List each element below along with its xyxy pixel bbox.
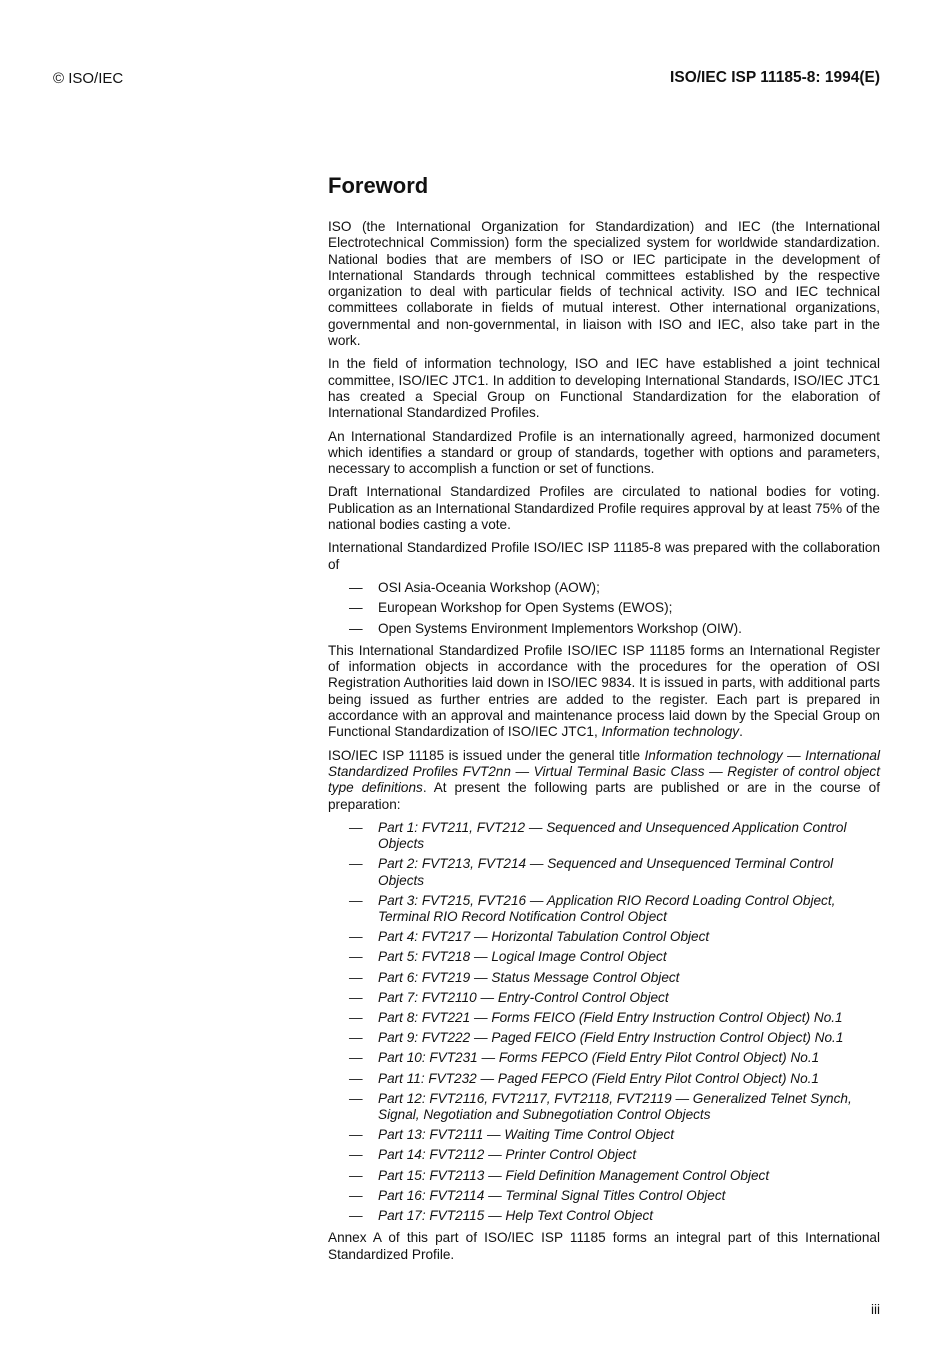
list-item: — Part 8: FVT221 — Forms FEICO (Field Entry Instruction Control Object) No.1 bbox=[328, 1010, 880, 1026]
parts-list bbox=[328, 820, 880, 1224]
paragraph-general-title-italic: Information technology — International Standardized Profiles FVT2nn — Virtual Terminal Basic Class — Register of control object type definitions bbox=[328, 747, 880, 796]
list-item: — Part 3: FVT215, FVT216 — Application RIO Record Loading Control Object, Terminal RIO Record Notification Control Object bbox=[328, 893, 880, 926]
list-item: — Part 17: FVT2115 — Help Text Control Object bbox=[328, 1208, 880, 1224]
list-item: — Part 7: FVT2110 — Entry-Control Control Object bbox=[328, 990, 880, 1006]
list-item: — Part 16: FVT2114 — Terminal Signal Titles Control Object bbox=[328, 1188, 880, 1204]
list-item: — Part 10: FVT231 — Forms FEPCO (Field Entry Pilot Control Object) No.1 bbox=[328, 1050, 880, 1066]
paragraph-register-end: . bbox=[739, 724, 743, 740]
list-item: — Part 11: FVT232 — Paged FEPCO (Field Entry Pilot Control Object) No.1 bbox=[328, 1071, 880, 1087]
list-item: — Part 15: FVT2113 — Field Definition Management Control Object bbox=[328, 1168, 880, 1184]
list-item: — Part 6: FVT219 — Status Message Control Object bbox=[328, 970, 880, 986]
list-item: — Part 12: FVT2116, FVT2117, FVT2118, FVT2119 — Generalized Telnet Synch, Signal, Negotiation and Subnegotiation Control Objects bbox=[328, 1091, 880, 1124]
page-number: iii bbox=[870, 1302, 880, 1317]
foreword-body bbox=[328, 219, 880, 1270]
list-item: — European Workshop for Open Systems (EWOS); bbox=[328, 600, 880, 616]
paragraph-voting: Draft International Standardized Profiles are circulated to national bodies for voting. Publication as an International Standardized Profile requires approval by at least 75% of the national bodies casting a vote. bbox=[328, 484, 880, 533]
paragraph-register bbox=[328, 643, 880, 741]
paragraph-general-title-start: ISO/IEC ISP 11185 is issued under the general title bbox=[328, 747, 641, 763]
list-item: — Part 4: FVT217 — Horizontal Tabulation Control Object bbox=[328, 929, 880, 945]
paragraph-isp-definition: An International Standardized Profile is an internationally agreed, harmonized document which identifies a standard or group of standards, together with options and parameters, necessary to accomplish a function or set of functions. bbox=[328, 428, 880, 477]
paragraph-register-italic: Information technology bbox=[601, 724, 740, 740]
list-item: — Open Systems Environment Implementors Workshop (OIW). bbox=[328, 621, 880, 637]
paragraph-general-title bbox=[328, 748, 880, 813]
list-item: — Part 13: FVT2111 — Waiting Time Control Object bbox=[328, 1127, 880, 1143]
list-item: — Part 9: FVT222 — Paged FEICO (Field Entry Instruction Control Object) No.1 bbox=[328, 1030, 880, 1046]
organization-list bbox=[328, 580, 880, 637]
paragraph-register-text: This International Standardized Profile ISO/IEC ISP 11185 forms an International Register of information objects in accordance with the procedures for the operation of OSI Registration Authorities laid down in ISO/IEC 9834. It is issued in parts, with additional parts being issued as further entries are added to the register. Each part is prepared in accordance with an approval and maintenance process laid down by the Special Group on Functional Standardization of ISO/IEC JTC1, bbox=[328, 642, 880, 740]
header-copyright: © ISO/IEC bbox=[53, 70, 124, 87]
paragraph-general-title-end: . At present the following parts are published or are in the course of preparation: bbox=[328, 780, 880, 812]
paragraph-jtc1: In the field of information technology, ISO and IEC have established a joint technical committee, ISO/IEC JTC1. In addition to developing International Standards, ISO/IEC JTC1 has created a Special Group on Functional Standardization for the elaboration of International Standardized Profiles. bbox=[328, 356, 880, 421]
paragraph-annex: Annex A of this part of ISO/IEC ISP 11185 forms an integral part of this International Standardized Profile. bbox=[328, 1230, 880, 1262]
header-standard-id: ISO/IEC ISP 11185-8: 1994(E) bbox=[670, 69, 880, 86]
list-item: — Part 1: FVT211, FVT212 — Sequenced and Unsequenced Application Control Objects bbox=[328, 820, 880, 853]
list-item: — Part 2: FVT213, FVT214 — Sequenced and Unsequenced Terminal Control Objects bbox=[328, 856, 880, 889]
paragraph-collaboration: International Standardized Profile ISO/IEC ISP 11185-8 was prepared with the collaboration of bbox=[328, 540, 880, 572]
paragraph-iso-iec: ISO (the International Organization for Standardization) and IEC (the International Electrotechnical Commission) form the specialized system for worldwide standardization. National bodies that are members of ISO or IEC participate in the development of International Standards through technical committees established by the respective organization to deal with particular fields of technical activity. ISO and IEC technical committees collaborate in fields of mutual interest. Other international organizations, governmental and non-governmental, in liaison with ISO and IEC, also take part in the work. bbox=[328, 219, 880, 349]
list-item: — OSI Asia-Oceania Workshop (AOW); bbox=[328, 580, 880, 596]
list-item: — Part 5: FVT218 — Logical Image Control Object bbox=[328, 949, 880, 965]
page-title: Foreword bbox=[328, 173, 429, 198]
list-item: — Part 14: FVT2112 — Printer Control Object bbox=[328, 1147, 880, 1163]
